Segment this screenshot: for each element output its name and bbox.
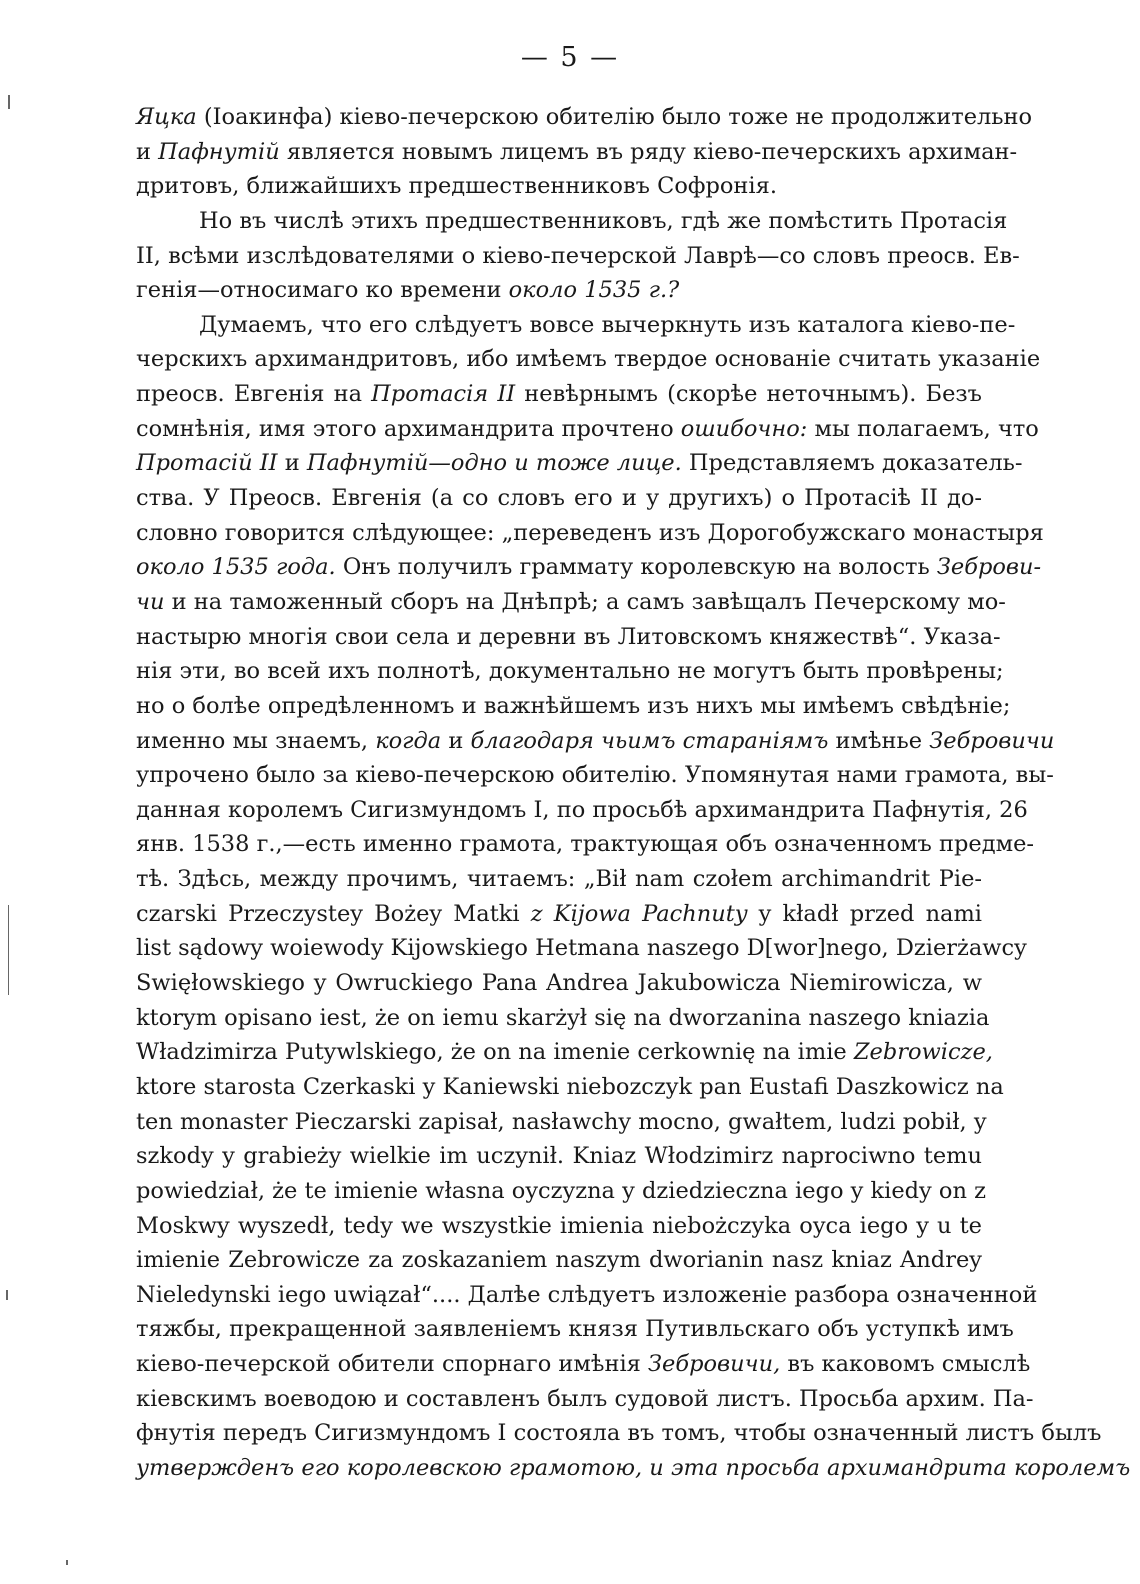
italic-text-span: Зебровичи, [648, 1351, 781, 1378]
text-span: и на таможенный сборъ на Днѣпрѣ; а самъ завѣщалъ Печерскому мо- [164, 588, 1006, 615]
text-line [136, 1312, 1014, 1347]
text-line [136, 1105, 987, 1140]
text-span: преосв. Евгенія на [136, 381, 372, 408]
body-text [136, 100, 1131, 1486]
text-span: черскихъ архимандритовъ, ибо имѣемъ твердое основаніе считать указаніе [136, 346, 1041, 373]
text-span: imienie Zebrowicze za zoskazaniem naszym dworianin nasz kniaz Andrey [136, 1247, 982, 1274]
italic-text-span: благодаря чьимъ стараніямъ [470, 727, 829, 754]
text-span: ства. У Преосв. Евгенія (а со словъ его и у другихъ) о Протасіѣ II до- [136, 485, 982, 512]
text-line [136, 100, 1033, 135]
text-line [136, 377, 982, 412]
text-span: czarski Przeczystey Bożey Matki [136, 900, 531, 927]
text-span: Но въ числѣ этихъ предшественниковъ, гдѣ же помѣстить Протасія [199, 207, 1008, 234]
text-line [136, 1209, 982, 1244]
italic-text-span: Протасій II [136, 450, 278, 477]
text-span: Думаемъ, что его слѣдуетъ вовсе вычеркнуть изъ каталога кіево-пе- [199, 311, 1016, 338]
italic-text-span: около 1535 года. [136, 554, 336, 581]
text-span: кіево-печерской обители спорнаго имѣнія [136, 1351, 648, 1378]
margin-mark [66, 1560, 68, 1565]
text-line [136, 342, 1041, 377]
italic-text-span: z Kijowa Pachnuty [530, 900, 748, 927]
text-line [136, 1278, 1038, 1313]
text-line [136, 966, 982, 1001]
italic-text-span: Пафнутій [158, 138, 280, 165]
text-span: II, всѣми изслѣдователями о кіево-печерской Лаврѣ—со словъ преосв. Ев- [136, 242, 1020, 269]
text-span: powiedział, że te imienie własna oyczyzna y dziedzieczna iego y kiedy on z [136, 1177, 986, 1204]
text-line [136, 273, 982, 308]
page-number: — 5 — [520, 42, 620, 73]
text-span: и [441, 727, 471, 754]
italic-text-span: Зебровичи [929, 727, 1055, 754]
text-span: и [136, 138, 159, 165]
text-span: невѣрнымъ (скорѣе неточнымъ). Безъ [515, 381, 982, 408]
text-line [136, 550, 1042, 585]
text-span: Nieledynski iego uwiązał“.... Далѣе слѣдуетъ изложеніе разбора означенной [136, 1281, 1038, 1308]
text-line [136, 239, 1020, 274]
text-line [136, 862, 982, 897]
text-line [136, 1035, 993, 1070]
text-span: y kładł przed nami [747, 900, 983, 927]
text-line [136, 793, 1028, 828]
text-line [136, 1139, 982, 1174]
text-line [136, 1070, 1004, 1105]
text-span: упрочено было за кіево-печерскою обителію. Упомянутая нами грамота, вы- [136, 762, 1054, 789]
text-span: Swięłowskiego y Owruckiego Pana Andrea Jakubowicza Niemirowicza, w [136, 970, 982, 997]
text-span: Представляемъ доказатель- [681, 450, 1023, 477]
text-span: ktore starosta Czerkaski y Kaniewski niebozczyk pan Eustafi Daszkowicz na [136, 1073, 1004, 1100]
text-span: генія—относимаго ко времени [136, 277, 509, 304]
italic-text-span: Зеброви- [936, 554, 1042, 581]
text-span: настырю многія свои села и деревни въ Литовскомъ княжествѣ“. Указа- [136, 623, 1001, 650]
text-span: Władzimirza Putywlskiego, że on na imenie cerkownię na imie [136, 1039, 854, 1066]
text-span: но о болѣе опредѣленномъ и важнѣйшемъ изъ нихъ мы имѣемъ свѣдѣніе; [136, 692, 1011, 719]
italic-text-span: когда [375, 727, 442, 754]
text-line [136, 1243, 982, 1278]
text-line [136, 827, 1035, 862]
text-span: именно мы знаемъ, [136, 727, 376, 754]
text-span: тѣ. Здѣсь, между прочимъ, читаемъ: „Bił nam czołem archimandrit Pie- [136, 866, 982, 893]
text-line [136, 689, 1011, 724]
italic-text-span: около 1535 г.? [508, 277, 680, 304]
text-line [136, 620, 1001, 655]
text-line [136, 1416, 1102, 1451]
text-span: является новымъ лицемъ въ ряду кіево-печерскихъ архиман- [279, 138, 1018, 165]
text-span: кіевскимъ воеводою и составленъ былъ судовой листъ. Просьба архим. Па- [136, 1385, 1034, 1412]
italic-text-span: Пафнутій—одно и тоже лице. [306, 450, 682, 477]
italic-text-span: чи [136, 588, 165, 615]
italic-text-span: Яцка [136, 104, 197, 130]
text-span: имѣнье [828, 727, 930, 754]
text-line [136, 1001, 990, 1036]
text-span: ten monaster Pieczarski zapisał, nasławchy mocno, gwałtem, ludzi pobił, y [136, 1108, 987, 1135]
text-span: мы полагаемъ, что [807, 415, 1039, 442]
text-line [136, 204, 1008, 239]
text-line [136, 412, 1039, 447]
text-line [136, 931, 1027, 966]
text-line [136, 446, 1023, 481]
text-span: тяжбы, прекращенной заявленіемъ князя Путивльскаго объ уступкѣ имъ [136, 1316, 1014, 1343]
text-span: szkody y grabieży wielkie im uczynił. Kniaz Włodzimirz naprociwno temu [136, 1143, 982, 1170]
italic-text-span: Zebrowicze, [853, 1039, 993, 1066]
margin-mark [6, 1290, 8, 1300]
italic-text-span: ошибочно: [680, 415, 808, 442]
text-line [136, 654, 1004, 689]
text-line [136, 758, 1054, 793]
text-line [136, 169, 982, 204]
text-span: Moskwy wyszedł, tedy we wszystkie imienia niebożczyka oyca iego y u te [136, 1212, 982, 1239]
text-line [136, 135, 1018, 170]
italic-text-span: утвержденъ его королевскою грамотою, и эта просьба архимандрита королемъ [136, 1454, 1131, 1481]
text-line [136, 1347, 1031, 1382]
text-span: нія эти, во всей ихъ полнотѣ, документально не могутъ быть провѣрены; [136, 658, 1004, 685]
text-span: янв. 1538 г.,—есть именно грамота, трактующая объ означенномъ предме- [136, 831, 1035, 858]
text-line [136, 1174, 986, 1209]
text-line [136, 1451, 1131, 1486]
margin-mark [8, 905, 9, 995]
text-line [136, 724, 1055, 759]
text-line [136, 481, 982, 516]
text-span: сомнѣнія, имя этого архимандрита прочтено [136, 415, 681, 442]
text-line [136, 1382, 1034, 1417]
text-span: (Іоакинфа) кіево-печерскою обителію было тоже не продолжительно [196, 104, 1033, 130]
text-span: данная королемъ Сигизмундомъ I, по просьбѣ архимандрита Пафнутія, 26 [136, 796, 1028, 823]
text-span: словно говорится слѣдующее: „переведенъ изъ Дорогобужскаго монастыря [136, 519, 1044, 546]
text-span: фнутія передъ Сигизмундомъ I состояла въ томъ, чтобы означенный листъ былъ [136, 1420, 1102, 1447]
text-span: list sądowy woiewody Kijowskiego Hetmana naszego D[wor]nego, Dzierżawcy [136, 935, 1027, 962]
text-span: въ каковомъ смыслѣ [780, 1351, 1031, 1378]
text-line [136, 516, 1044, 551]
text-span: дритовъ, ближайшихъ предшественниковъ Софронія. [136, 173, 777, 200]
text-span: ktorym opisano iest, że on iemu skarżył się na dworzanina naszego kniazia [136, 1004, 990, 1031]
italic-text-span: Протасія II [371, 381, 516, 408]
text-line [136, 897, 982, 932]
text-line [136, 308, 1016, 343]
text-span: Онъ получилъ граммату королевскую на волость [335, 554, 937, 581]
text-span: и [277, 450, 307, 477]
margin-mark [8, 95, 10, 109]
text-line [136, 585, 1006, 620]
